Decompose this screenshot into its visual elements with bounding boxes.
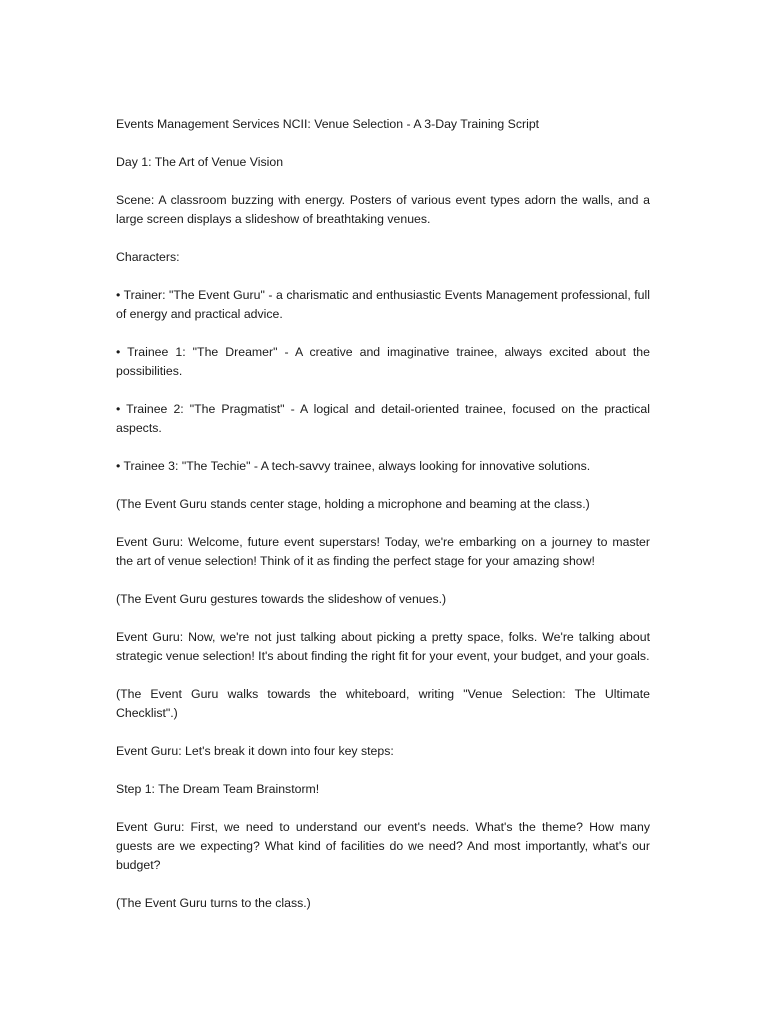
stage-direction: (The Event Guru gestures towards the slideshow of venues.) xyxy=(116,592,447,606)
scene-paragraph: Scene: A classroom buzzing with energy. Posters of various event types adorn the walls, and a large screen displays a slideshow of breathtaking venues. xyxy=(116,193,650,226)
document-title: Events Management Services NCII: Venue Selection - A 3-Day Training Script xyxy=(116,117,540,131)
document-page xyxy=(116,115,650,932)
step-heading: Step 1: The Dream Team Brainstorm! xyxy=(116,782,320,796)
dialogue-paragraph: Event Guru: First, we need to understand our event's needs. What's the theme? How many guests are we expecting? What kind of facilities do we need? And most importantly, what's our budget? xyxy=(116,820,650,872)
dialogue-paragraph: Event Guru: Now, we're not just talking about picking a pretty space, folks. We're talking about strategic venue selection! It's about finding the right fit for your event, your budget, and your goals. xyxy=(116,630,650,663)
character-item: • Trainee 1: "The Dreamer" - A creative and imaginative trainee, always excited about the possibilities. xyxy=(116,345,650,378)
dialogue-paragraph: Event Guru: Welcome, future event superstars! Today, we're embarking on a journey to master the art of venue selection! Think of it as finding the perfect stage for your amazing show! xyxy=(116,535,650,568)
stage-direction: (The Event Guru turns to the class.) xyxy=(116,896,311,910)
character-item: • Trainer: "The Event Guru" - a charismatic and enthusiastic Events Management professional, full of energy and practical advice. xyxy=(116,288,650,321)
stage-direction: (The Event Guru walks towards the whiteboard, writing "Venue Selection: The Ultimate Checklist".) xyxy=(116,687,650,720)
stage-direction: (The Event Guru stands center stage, holding a microphone and beaming at the class.) xyxy=(116,497,590,511)
day-heading: Day 1: The Art of Venue Vision xyxy=(116,155,284,169)
dialogue-paragraph: Event Guru: Let's break it down into four key steps: xyxy=(116,744,394,758)
character-item: • Trainee 3: "The Techie" - A tech-savvy trainee, always looking for innovative solutions. xyxy=(116,459,591,473)
character-item: • Trainee 2: "The Pragmatist" - A logical and detail-oriented trainee, focused on the practical aspects. xyxy=(116,402,650,435)
characters-heading: Characters: xyxy=(116,250,180,264)
